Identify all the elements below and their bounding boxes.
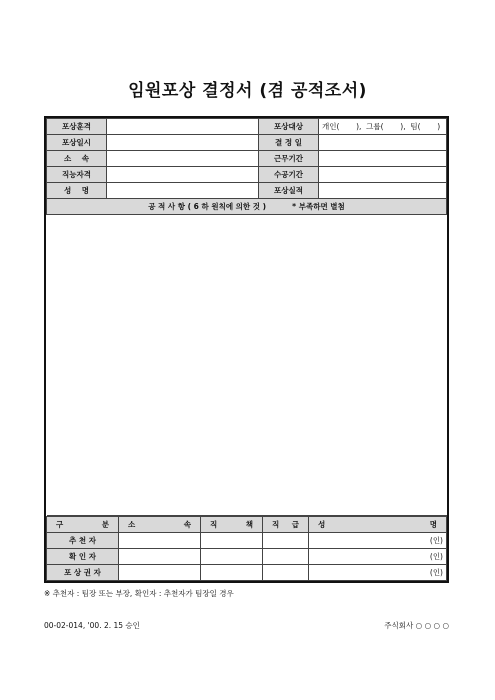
award-grade-label: 포상훈격 (47, 119, 107, 135)
name-label: 성 명 (47, 183, 107, 199)
job-qualification-label: 직능자격 (47, 167, 107, 183)
signature-row-awarder (47, 565, 447, 581)
decision-date-field[interactable] (319, 135, 447, 151)
info-row (47, 151, 447, 167)
signature-header-row (47, 517, 447, 533)
award-target-field[interactable]: 개인( ), 그룹( ), 팀( ) (319, 119, 447, 135)
footnote: ※ 추천자 : 팀장 또는 부장, 확인자 : 추천자가 팀장일 경우 (44, 589, 234, 598)
info-table (46, 118, 447, 516)
signature-table (46, 516, 447, 581)
award-date-label: 포상일시 (47, 135, 107, 151)
awarder-label: 포 상 권 자 (47, 565, 119, 581)
verifier-rank-field[interactable] (263, 549, 309, 565)
merit-header: 공 적 사 항 ( 6 하 원칙에 의한 것 ) * 부족하면 별첨 (47, 199, 447, 215)
verifier-position-field[interactable] (201, 549, 263, 565)
department-field[interactable] (107, 151, 259, 167)
form-code: 00-02-014, '00. 2. 15 승인 (44, 621, 140, 630)
recommender-rank-field[interactable] (263, 533, 309, 549)
recommender-seal[interactable]: (인) (309, 533, 447, 549)
awarder-seal[interactable]: (인) (309, 565, 447, 581)
merit-period-label: 수공기간 (259, 167, 319, 183)
awarder-department-field[interactable] (119, 565, 201, 581)
sig-header-rank: 직 급 (263, 517, 309, 533)
verifier-seal[interactable]: (인) (309, 549, 447, 565)
sig-header-department: 소 속 (119, 517, 201, 533)
verifier-department-field[interactable] (119, 549, 201, 565)
decision-date-label: 결 정 일 (259, 135, 319, 151)
form-title: 임원포상 결정서 (겸 공적조서) (128, 81, 367, 101)
department-label: 소 속 (47, 151, 107, 167)
awarder-rank-field[interactable] (263, 565, 309, 581)
recommender-position-field[interactable] (201, 533, 263, 549)
info-row (47, 183, 447, 199)
name-field[interactable] (107, 183, 259, 199)
award-record-label: 포상실적 (259, 183, 319, 199)
award-record-field[interactable] (319, 183, 447, 199)
merit-period-field[interactable] (319, 167, 447, 183)
award-date-field[interactable] (107, 135, 259, 151)
merit-body-row (47, 215, 447, 516)
service-period-label: 근무기간 (259, 151, 319, 167)
award-target-label: 포상대상 (259, 119, 319, 135)
sig-header-category: 구 분 (47, 517, 119, 533)
info-row (47, 167, 447, 183)
award-decision-form (44, 116, 449, 583)
job-qualification-field[interactable] (107, 167, 259, 183)
company-name: 주식회사 ○ ○ ○ ○ (384, 621, 449, 630)
recommender-department-field[interactable] (119, 533, 201, 549)
sig-header-name: 성 명 (309, 517, 447, 533)
sig-header-position: 직 책 (201, 517, 263, 533)
merit-description-area[interactable] (47, 215, 447, 516)
verifier-label: 확 인 자 (47, 549, 119, 565)
signature-row-recommender (47, 533, 447, 549)
award-grade-field[interactable] (107, 119, 259, 135)
merit-header-row (47, 199, 447, 215)
info-row (47, 135, 447, 151)
awarder-position-field[interactable] (201, 565, 263, 581)
service-period-field[interactable] (319, 151, 447, 167)
signature-row-verifier (47, 549, 447, 565)
info-row (47, 119, 447, 135)
recommender-label: 추 천 자 (47, 533, 119, 549)
